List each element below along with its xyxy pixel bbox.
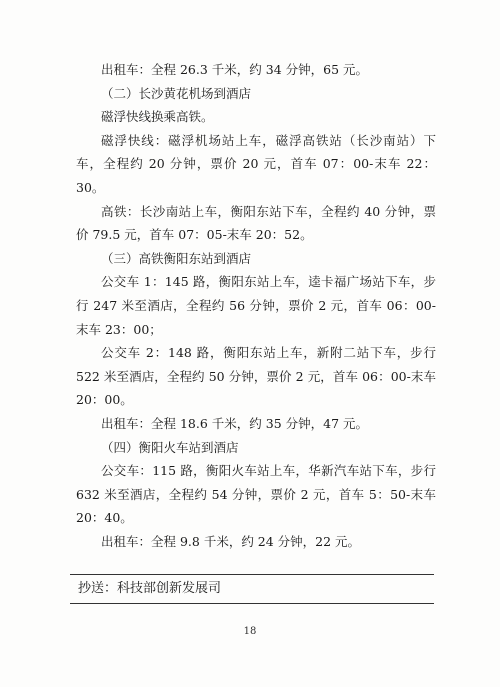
paragraph-taxi-3: 出租车：全程 9.8 千米，约 24 分钟，22 元。 <box>101 533 361 549</box>
cc-line: 抄送：科技部创新发展司 <box>78 581 222 596</box>
paragraph-bus-1: 公交车 1：145 路，衡阳东站上车，逵卡福广场站下车，步行 247 米至酒店，全程约 56 分钟，票价 2 元，首车 06：00-末车 23：00； <box>76 274 436 337</box>
cc-block <box>70 574 434 604</box>
paragraph-bus-2: 公交车 2：148 路，衡阳东站上车，新附二站下车，步行 522 米至酒店，全程约 50 分钟，票价 2 元，首车 06：00-末车 20：00。 <box>76 345 436 408</box>
paragraph-maglev-transfer: 磁浮快线换乘高铁。 <box>101 109 214 125</box>
paragraph-bus-3: 公交车：115 路，衡阳火车站上车，华新汽车站下车，步行 632 米至酒店，全程约 54 分钟，票价 2 元，首车 5：50-末车 20：40。 <box>76 463 436 526</box>
body-text <box>76 58 436 553</box>
paragraph-taxi-1: 出租车：全程 26.3 千米，约 34 分钟，65 元。 <box>101 62 369 77</box>
section-heading-2: （二）长沙黄花机场到酒店 <box>101 85 252 101</box>
section-heading-3: （三）高铁衡阳东站到酒店 <box>101 250 252 266</box>
page-number: 18 <box>243 626 257 637</box>
section-heading-4: （四）衡阳火车站到酒店 <box>101 439 239 455</box>
paragraph-high-speed-rail: 高铁：长沙南站上车，衡阳东站下车，全程约 40 分钟，票价 79.5 元，首车 07：05-末车 20：52。 <box>76 203 436 243</box>
paragraph-maglev: 磁浮快线：磁浮机场站上车，磁浮高铁站（长沙南站）下车，全程约 20 分钟，票价 20 元，首车 07：00-末车 22：30。 <box>76 132 436 195</box>
paragraph-taxi-2: 出租车：全程 18.6 千米，约 35 分钟，47 元。 <box>101 415 369 431</box>
